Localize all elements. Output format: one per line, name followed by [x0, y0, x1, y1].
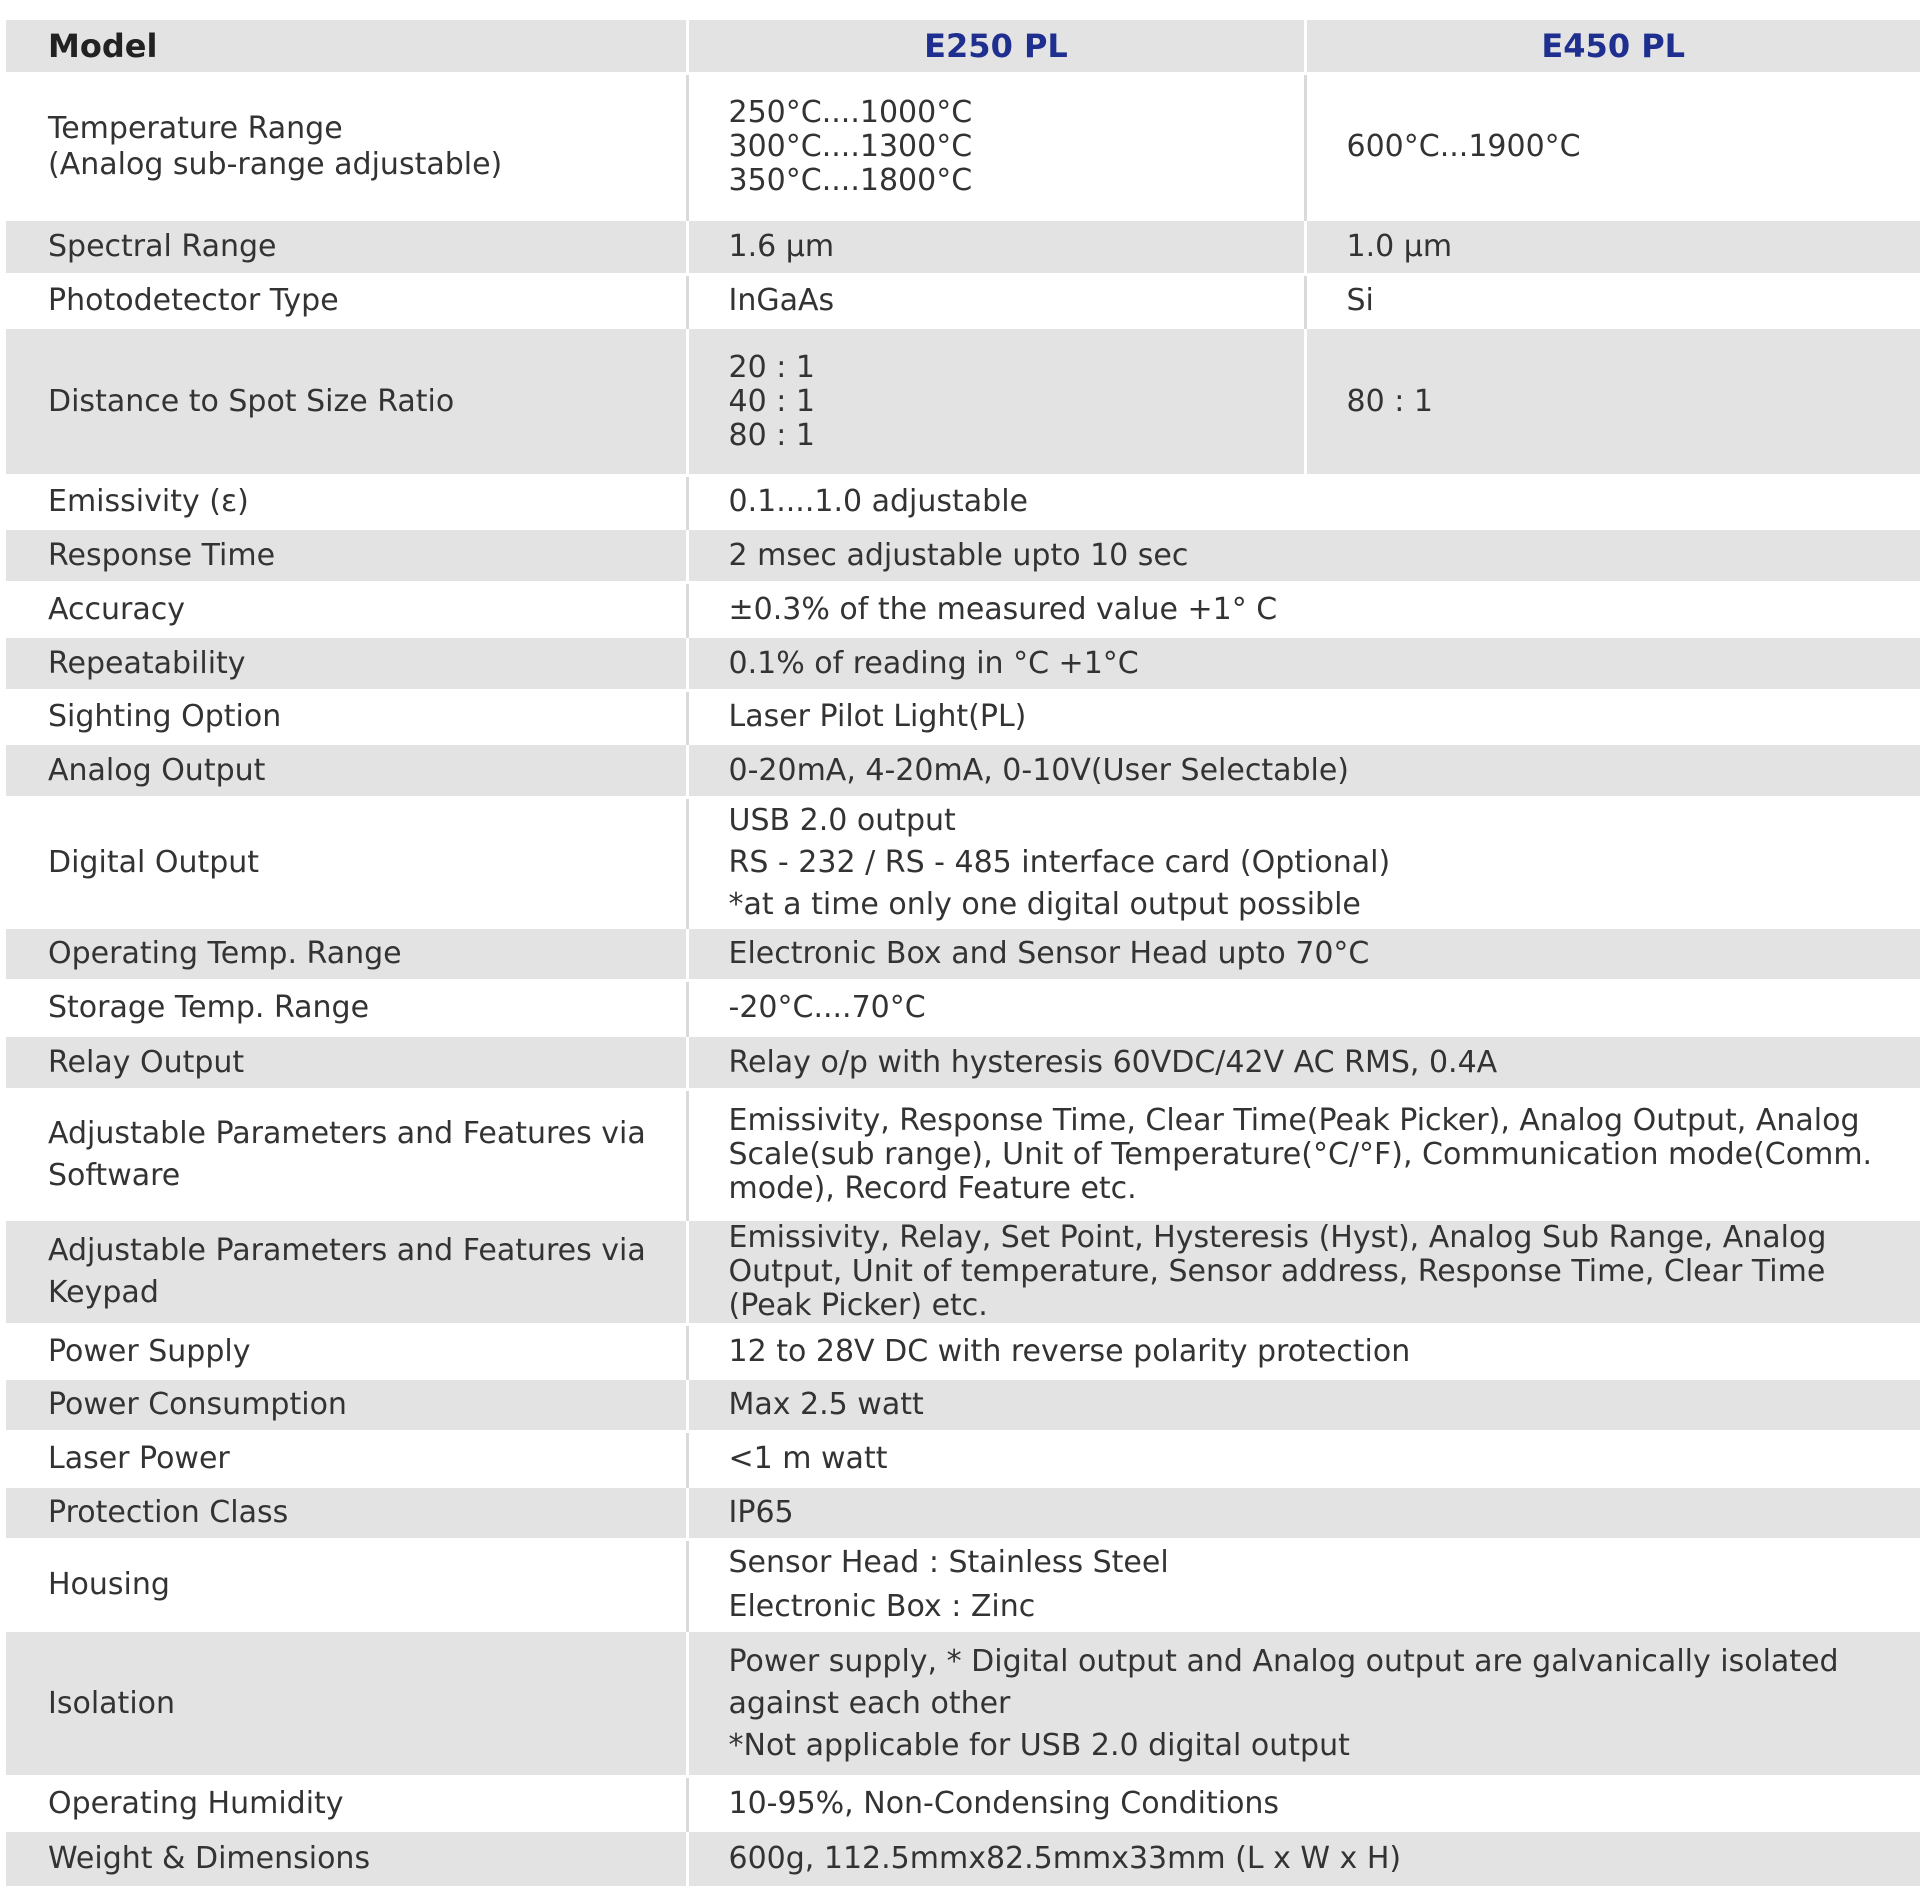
row-isolation: [6, 1631, 1920, 1777]
row-label: Accuracy: [6, 583, 687, 637]
shared-value: Relay o/p with hysteresis 60VDC/42V AC RMS, 0.4A: [687, 1036, 1920, 1090]
row-label: Power Consumption: [6, 1379, 687, 1432]
shared-value: 10-95%, Non-Condensing Conditions: [687, 1777, 1920, 1831]
row-relay-output: [6, 1036, 1920, 1090]
row-weight-dimensions: [6, 1831, 1920, 1886]
value-line: *at a time only one digital output possible: [728, 886, 1361, 922]
value-line: Power supply, * Digital output and Analog output are galvanically isolated against each other: [728, 1643, 1839, 1721]
shared-value: 0-20mA, 4-20mA, 0-10V(User Selectable): [687, 744, 1920, 798]
value-line: Electronic Box : Zinc: [728, 1589, 1036, 1624]
row-label: Spectral Range: [6, 220, 687, 275]
value-line: 20 : 1: [728, 349, 815, 385]
model-e250-header: E250 PL: [687, 19, 1305, 74]
shared-value: 600g, 112.5mmx82.5mmx33mm (L x W x H): [687, 1831, 1920, 1886]
e250-value: InGaAs: [687, 275, 1305, 328]
e450-value: 1.0 µm: [1305, 220, 1920, 275]
row-photodetector-type: [6, 275, 1920, 328]
shared-value: [687, 1540, 1920, 1631]
row-digital-output: [6, 798, 1920, 928]
e450-value: 80 : 1: [1305, 328, 1920, 476]
row-label: Laser Power: [6, 1432, 687, 1487]
row-label: Operating Humidity: [6, 1777, 687, 1831]
row-housing: [6, 1540, 1920, 1631]
row-label: Storage Temp. Range: [6, 981, 687, 1036]
row-label: Response Time: [6, 529, 687, 583]
label-line: Temperature Range: [48, 110, 343, 146]
value-line: *Not applicable for USB 2.0 digital output: [728, 1727, 1350, 1763]
row-params-keypad: [6, 1220, 1920, 1325]
header-row: [6, 19, 1920, 74]
row-label: Analog Output: [6, 744, 687, 798]
value-line: 350°C....1800°C: [728, 162, 973, 198]
e250-value: 1.6 µm: [687, 220, 1305, 275]
row-power-supply: [6, 1325, 1920, 1379]
row-label: Relay Output: [6, 1036, 687, 1090]
shared-value: IP65: [687, 1487, 1920, 1540]
value-line: USB 2.0 output: [728, 802, 956, 838]
row-laser-power: [6, 1432, 1920, 1487]
row-sighting-option: [6, 691, 1920, 744]
row-label: Photodetector Type: [6, 275, 687, 328]
e450-value: 600°C...1900°C: [1305, 74, 1920, 220]
row-label: Sighting Option: [6, 691, 687, 744]
row-protection-class: [6, 1487, 1920, 1540]
row-label: Operating Temp. Range: [6, 928, 687, 981]
shared-value: 2 msec adjustable upto 10 sec: [687, 529, 1920, 583]
row-repeatability: [6, 637, 1920, 691]
e250-value: [687, 328, 1305, 476]
row-emissivity: [6, 476, 1920, 529]
shared-value: 0.1....1.0 adjustable: [687, 476, 1920, 529]
shared-value: -20°C....70°C: [687, 981, 1920, 1036]
shared-value: <1 m watt: [687, 1432, 1920, 1487]
shared-value: ±0.3% of the measured value +1° C: [687, 583, 1920, 637]
row-label: Protection Class: [6, 1487, 687, 1540]
model-header: Model: [6, 19, 687, 74]
row-spectral-range: [6, 220, 1920, 275]
row-params-software: [6, 1090, 1920, 1220]
row-label: Weight & Dimensions: [6, 1831, 687, 1886]
shared-value: [687, 798, 1920, 928]
spec-table: [6, 17, 1920, 1886]
row-storage-temp: [6, 981, 1920, 1036]
row-label: Adjustable Parameters and Features via Software: [6, 1090, 687, 1220]
shared-value: Max 2.5 watt: [687, 1379, 1920, 1432]
row-spot-size-ratio: [6, 328, 1920, 476]
shared-value: 0.1% of reading in °C +1°C: [687, 637, 1920, 691]
value-line: 300°C....1300°C: [728, 128, 973, 164]
row-label: Adjustable Parameters and Features via Keypad: [6, 1220, 687, 1325]
shared-value: [687, 1631, 1920, 1777]
value-line: Sensor Head : Stainless Steel: [728, 1545, 1169, 1580]
shared-value: 12 to 28V DC with reverse polarity protection: [687, 1325, 1920, 1379]
row-accuracy: [6, 583, 1920, 637]
row-label: Power Supply: [6, 1325, 687, 1379]
value-line: 250°C....1000°C: [728, 94, 973, 130]
row-label: Housing: [6, 1540, 687, 1631]
row-label: Emissivity (ε): [6, 476, 687, 529]
model-e450-header: E450 PL: [1305, 19, 1920, 74]
shared-value: Emissivity, Response Time, Clear Time(Peak Picker), Analog Output, Analog Scale(sub range), Unit of Temperature(°C/°F), Communication mode(Comm. mode), Record Feature etc.: [687, 1090, 1920, 1220]
row-label: Repeatability: [6, 637, 687, 691]
value-line: RS - 232 / RS - 485 interface card (Optional): [728, 844, 1391, 880]
row-label: Digital Output: [6, 798, 687, 928]
row-operating-temp: [6, 928, 1920, 981]
row-power-consumption: [6, 1379, 1920, 1432]
value-line: 80 : 1: [728, 417, 815, 453]
label-line: (Analog sub-range adjustable): [48, 146, 503, 182]
row-temperature-range: [6, 74, 1920, 220]
shared-value: Emissivity, Relay, Set Point, Hysteresis (Hyst), Analog Sub Range, Analog Output, Unit of temperature, Sensor address, Response Time, Clear Time (Peak Picker) etc.: [687, 1220, 1920, 1325]
row-label: Isolation: [6, 1631, 687, 1777]
row-label: [6, 74, 687, 220]
shared-value: Electronic Box and Sensor Head upto 70°C: [687, 928, 1920, 981]
row-label: Distance to Spot Size Ratio: [6, 328, 687, 476]
shared-value: Laser Pilot Light(PL): [687, 691, 1920, 744]
e450-value: Si: [1305, 275, 1920, 328]
row-response-time: [6, 529, 1920, 583]
row-operating-humidity: [6, 1777, 1920, 1831]
value-line: 40 : 1: [728, 383, 815, 419]
row-analog-output: [6, 744, 1920, 798]
e250-value: [687, 74, 1305, 220]
